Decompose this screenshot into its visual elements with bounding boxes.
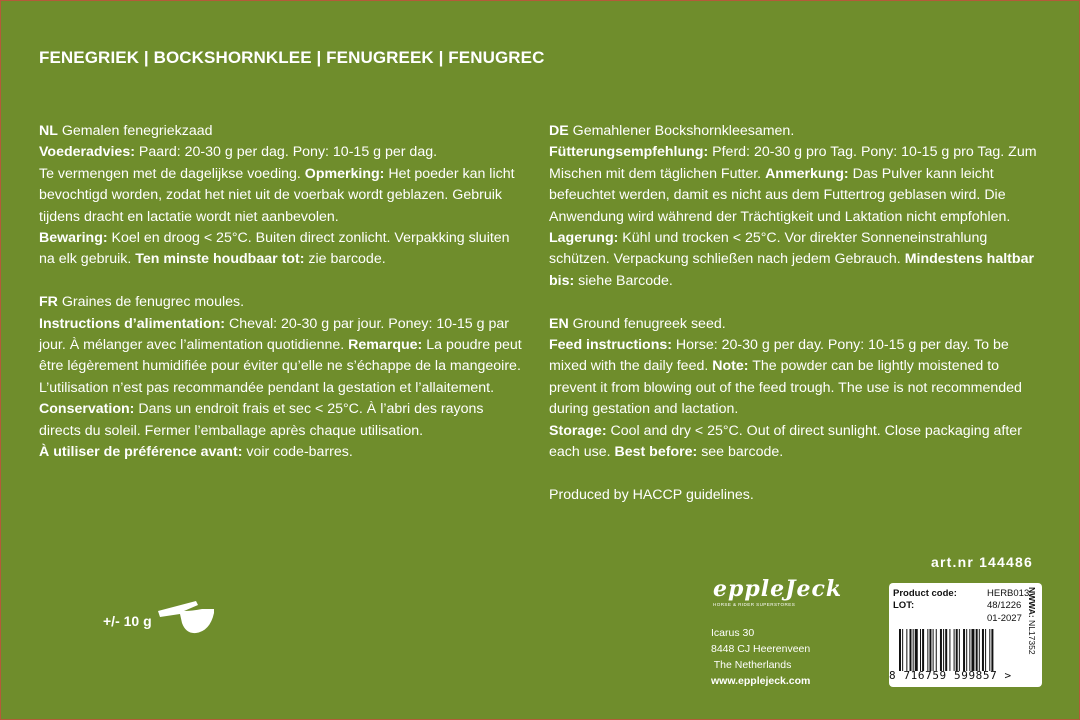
barcode-bar [956,629,958,671]
brand-tagline: HORSE & RIDER SUPERSTORES [713,602,796,607]
barcode-bar [963,629,965,671]
nwwa-number [1023,587,1037,655]
product-code-key: Product code: [893,588,957,599]
section-nl [39,121,529,271]
fr-product: Graines de fenugrec moules. [57,294,245,311]
barcode-bar [940,629,942,671]
brand-logo [713,576,843,607]
nwwa-value: NL17352 [1027,617,1037,655]
en-note-text: The powder can be lightly moistened to prevent it from blowing out of the feed trough. The use is not recommended during gestation and lactation. [549,358,1022,418]
de-feed-label: Fütterungsempfehlung: [549,144,709,161]
lot-key: LOT: [893,600,915,611]
barcode-number: 8 716759 599857 > [889,669,1012,682]
barcode-bar [906,629,907,671]
nl-storage-label: Bewaring: [39,230,108,247]
en-feed-label: Feed instructions: [549,337,672,354]
lang-code-fr: FR [39,294,58,311]
section-de [549,121,1039,292]
nl-note-label: Opmerking: [304,165,385,182]
de-best-label: Mindestens haltbar bis: [549,251,1034,289]
right-column [549,121,1039,528]
en-best-label: Best before: [614,444,698,461]
barcode-bar [902,629,903,671]
fr-best-label: À utiliser de préférence avant: [39,444,243,461]
fr-feed-label: Instructions d’alimentation: [39,315,226,332]
fr-storage-label: Conservation: [39,401,135,418]
barcode-bar [954,629,955,671]
nl-feed-label: Voederadvies: [39,144,135,161]
barcode-bar [943,629,944,671]
nl-note-text: Het poeder kan licht bevochtigd worden, zodat het niet uit de voerbak wordt geblazen. Gebruik tijdens dracht en lactatie wordt niet aanbevolen. [39,165,515,225]
barcode-bar [976,629,978,671]
en-note-label: Note: [712,358,749,375]
barcode-bar [991,629,993,671]
de-best-text: siehe Barcode. [574,272,673,289]
left-column [39,121,529,485]
barcode-bar [922,629,924,671]
section-haccp [549,485,1039,506]
de-storage-text: Kühl und trocken < 25°C. Vor direkter Sonneneinstrahlung schützen. Verpackung schließen nach jedem Gebrauch. [549,230,988,268]
barcode-bar [899,629,901,671]
nl-mix-text: Te vermengen met de dagelijkse voeding. [39,165,305,182]
barcode-bar [949,629,950,671]
barcode-bar [945,629,947,671]
product-code-value: HERB013 [987,588,1030,599]
scoop-icon [156,597,218,637]
lang-code-en: EN [549,315,569,332]
nwwa-key: NWWA: [1027,587,1037,618]
barcode-bar [910,629,912,671]
lang-code-nl: NL [39,123,58,139]
barcode-bar [936,629,937,671]
barcode-bar [971,629,974,671]
lot-value: 48/1226 [987,600,1022,611]
barcode-bar [969,629,970,671]
de-feed-text: Pferd: 20-30 g pro Tag. Pony: 10-15 g pro Tag. Zum Mischen mit dem täglichen Futter. [549,144,1037,182]
en-storage-label: Storage: [549,422,607,439]
brand-name: eppleJeck [713,576,843,602]
barcode-bar [933,629,934,671]
expiry-date: 01-2027 [987,613,1022,624]
section-fr [39,292,529,463]
barcode-bar [929,629,931,671]
de-note-label: Anmerkung: [765,165,849,182]
product-title: FENEGRIEK | BOCKSHORNKLEE | FENUGREEK | FENUGREC [39,48,545,67]
address-street: Icarus 30 [711,627,755,639]
lang-code-de: DE [549,123,569,139]
product-code-label [889,583,1042,687]
fr-best-text: voir code-barres. [242,444,353,461]
website-link[interactable]: www.epplejeck.com [711,675,811,687]
de-note-text: Das Pulver kann leicht befeuchtet werden, damit es nicht aus dem Futtertrog geblasen wird. Die Anwendung wird während der Trächtigkeit und Laktation nicht empfohlen. [549,165,1011,225]
address-country: The Netherlands [711,659,792,671]
fr-note-text: La poudre peut être légèrement humidifiée pour éviter qu’elle ne s’échappe de la mangeoire. L’utilisation n’est pas recommandée pendant la gestation et l’allaitement. [39,337,522,396]
de-storage-label: Lagerung: [549,230,619,247]
article-number: art.nr 144486 [931,554,1033,570]
barcode-bar [979,629,980,671]
fr-storage-text: Dans un endroit frais et sec < 25°C. À l’abri des rayons directs du soleil. Fermer l’emballage après chaque utilisation. [39,401,484,439]
barcode-bar [966,629,967,671]
nl-storage-text: Koel en droog < 25°C. Buiten direct zonlicht. Verpakking sluiten na elk gebruik. [39,230,510,268]
company-address [711,625,810,689]
fr-feed-text: Cheval: 20-30 g par jour. Poney: 10-15 g par jour. À mélanger avec l’alimentation quotidienne. [39,315,509,354]
address-city: 8448 CJ Heerenveen [711,643,811,655]
nl-best-text: zie barcode. [304,251,386,268]
barcode-image [899,629,1023,671]
section-en [549,314,1039,464]
barcode-bar [982,629,984,671]
nl-product: Gemalen fenegriekzaad [57,123,213,139]
fr-note-label: Remarque: [348,337,423,354]
haccp-note: Produced by HACCP guidelines. [549,486,754,503]
nl-best-label: Ten minste houdbaar tot: [135,251,305,268]
de-product: Gemahlener Bockshornkleesamen. [568,123,795,139]
barcode-bar [985,629,986,671]
barcode-bar [915,629,918,671]
en-feed-text: Horse: 20-30 g per day. Pony: 10-15 g per day. To be mixed with the daily feed. [549,337,1009,375]
en-storage-text: Cool and dry < 25°C. Out of direct sunlight. Close packaging after each use. [549,422,1022,461]
nl-feed-text: Paard: 20-30 g per dag. Pony: 10-15 g per dag. [134,144,438,161]
barcode-bar [989,629,990,671]
dose-amount: +/- 10 g [103,613,152,629]
barcode-bar [959,629,960,671]
barcode-bar [920,629,921,671]
en-product: Ground fenugreek seed. [568,315,726,332]
en-best-text: see barcode. [697,444,784,461]
barcode-bar [913,629,914,671]
barcode-bar [927,629,928,671]
